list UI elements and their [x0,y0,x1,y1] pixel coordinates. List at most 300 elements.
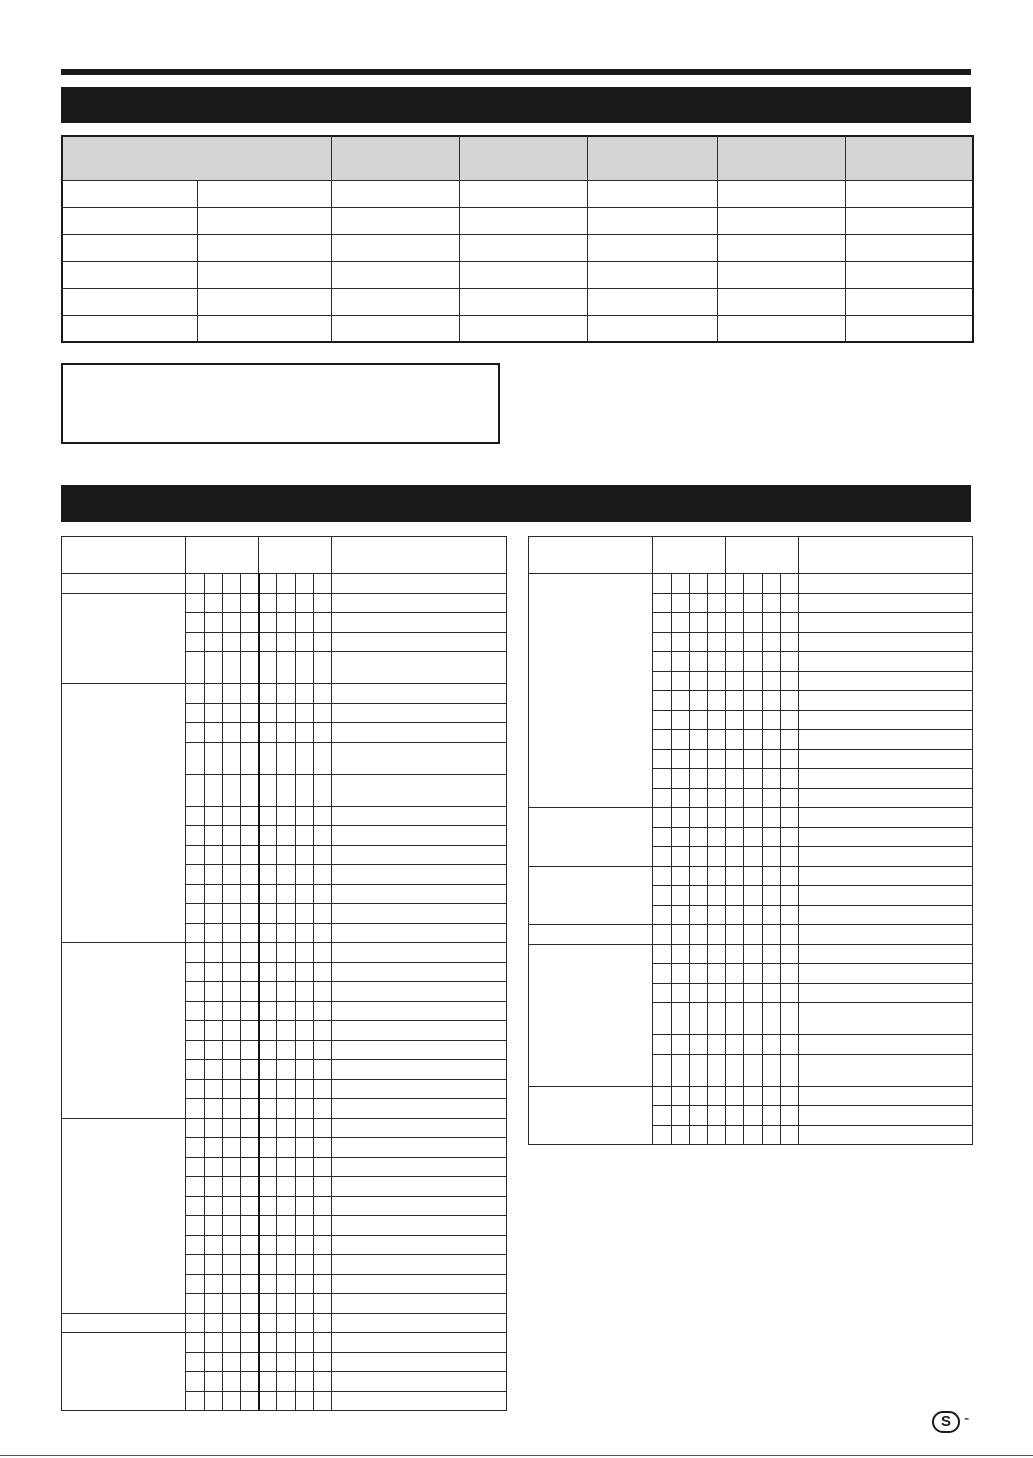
command-char-cell [780,652,798,672]
command-char-cell [653,808,671,828]
command-char-cell [277,1001,295,1021]
command-description-cell [332,982,507,1002]
command-char-cell [259,774,277,806]
command-char-cell [671,749,689,769]
command-char-cell [313,1391,331,1411]
command-char-cell [708,769,726,789]
command-description-cell [799,964,973,984]
command-char-cell [762,1086,780,1106]
command-char-cell [671,808,689,828]
command-char-cell [204,806,222,826]
command-char-cell [653,983,671,1003]
command-char-cell [222,1216,240,1236]
command-char-cell [186,904,204,924]
command-char-cell [313,1216,331,1236]
command-char-cell [222,982,240,1002]
command-char-cell [259,1274,277,1294]
command-char-cell [726,1054,744,1086]
command-char-cell [295,962,313,982]
command-char-cell [726,769,744,789]
command-description-cell [332,1040,507,1060]
command-row [62,574,507,594]
command-char-cell [653,574,671,594]
command-header-row [62,537,507,574]
command-char-cell [204,943,222,963]
command-char-cell [222,1099,240,1119]
section-header-bar-commands [61,485,971,522]
command-char-cell [186,826,204,846]
command-group-cell [62,943,186,1119]
command-char-cell [204,1001,222,1021]
command-char-cell [277,982,295,1002]
command-char-cell [277,742,295,774]
command-char-cell [222,1294,240,1314]
command-char-cell [277,593,295,613]
command-char-cell [689,808,707,828]
command-char-cell [295,1040,313,1060]
command-char-cell [726,808,744,828]
command-char-cell [204,703,222,723]
command-char-cell [689,730,707,750]
command-char-cell [726,964,744,984]
command-char-cell [186,845,204,865]
command-char-cell [259,962,277,982]
command-char-cell [744,866,762,886]
command-char-cell [186,1352,204,1372]
command-char-cell [762,866,780,886]
command-char-cell [259,742,277,774]
command-char-cell [186,1255,204,1275]
command-char-cell [726,1035,744,1055]
command-char-cell [762,847,780,867]
command-char-cell [277,884,295,904]
spec-header-cell [587,136,717,180]
command-char-cell [259,826,277,846]
command-char-cell [241,723,259,743]
command-char-cell [653,691,671,711]
command-char-cell [259,1235,277,1255]
command-char-cell [744,730,762,750]
command-char-cell [671,1106,689,1126]
command-char-cell [762,1003,780,1035]
command-char-cell [186,1001,204,1021]
command-description-cell [799,1003,973,1035]
command-char-cell [313,845,331,865]
command-char-cell [313,1138,331,1158]
command-char-cell [671,691,689,711]
command-char-cell [186,1138,204,1158]
command-char-cell [259,1333,277,1353]
command-group-cell [529,925,653,945]
command-char-cell [259,806,277,826]
command-char-cell [277,1138,295,1158]
command-char-cell [204,1333,222,1353]
command-char-cell [259,1138,277,1158]
command-char-cell [671,886,689,906]
command-row [62,1313,507,1333]
command-description-cell [332,1021,507,1041]
command-description-cell [332,703,507,723]
command-description-cell [332,1099,507,1119]
command-char-cell [295,1274,313,1294]
command-char-cell [277,703,295,723]
command-char-cell [277,1099,295,1119]
command-char-cell [259,1177,277,1197]
command-char-cell [726,827,744,847]
command-char-cell [222,1391,240,1411]
command-char-cell [259,982,277,1002]
command-char-cell [744,613,762,633]
command-char-cell [204,982,222,1002]
command-char-cell [744,1106,762,1126]
command-char-cell [295,982,313,1002]
command-char-cell [708,613,726,633]
command-char-cell [653,710,671,730]
command-char-cell [241,1391,259,1411]
command-char-cell [204,742,222,774]
command-char-cell [708,788,726,808]
command-char-cell [259,1216,277,1236]
command-char-cell [186,1313,204,1333]
command-group-cell [62,1313,186,1333]
command-char-cell [277,923,295,943]
command-char-cell [241,962,259,982]
command-description-cell [799,1035,973,1055]
command-char-cell [259,652,277,684]
command-char-cell [204,1040,222,1060]
command-char-cell [708,574,726,594]
command-char-cell [762,691,780,711]
spec-row [62,234,973,261]
command-char-cell [689,671,707,691]
command-char-cell [204,593,222,613]
command-description-cell [332,652,507,684]
command-char-cell [313,1021,331,1041]
command-description-cell [332,1079,507,1099]
command-char-cell [689,1106,707,1126]
command-char-cell [204,574,222,594]
command-char-cell [186,1157,204,1177]
command-char-cell [726,749,744,769]
command-char-cell [780,749,798,769]
command-char-cell [708,808,726,828]
command-description-cell [332,943,507,963]
command-description-cell [332,826,507,846]
command-char-cell [689,1125,707,1145]
command-char-cell [204,884,222,904]
command-char-cell [241,1196,259,1216]
command-char-cell [204,923,222,943]
command-char-cell [222,1372,240,1392]
command-char-cell [241,632,259,652]
command-char-cell [259,574,277,594]
command-char-cell [689,788,707,808]
command-char-cell [762,788,780,808]
command-char-cell [762,574,780,594]
command-char-cell [313,943,331,963]
command-char-cell [259,613,277,633]
command-char-cell [295,1001,313,1021]
command-char-cell [277,613,295,633]
command-description-cell [332,1372,507,1392]
command-description-cell [799,613,973,633]
command-char-cell [744,593,762,613]
command-char-cell [653,1106,671,1126]
command-char-cell [204,1235,222,1255]
command-char-cell [653,652,671,672]
command-char-cell [780,944,798,964]
command-char-cell [222,723,240,743]
command-char-cell [241,1001,259,1021]
command-description-cell [332,1001,507,1021]
command-char-cell [708,944,726,964]
command-description-cell [332,1138,507,1158]
command-char-cell [204,1372,222,1392]
command-group-cell [529,944,653,1086]
command-group-cell [62,684,186,943]
command-char-cell [671,1125,689,1145]
command-char-cell [708,866,726,886]
command-description-cell [799,1106,973,1126]
command-char-cell [186,1391,204,1411]
command-description-cell [799,847,973,867]
command-char-cell [744,1086,762,1106]
command-char-cell [313,574,331,594]
command-char-cell [186,774,204,806]
command-char-cell [259,723,277,743]
command-char-cell [762,1054,780,1086]
command-char-cell [744,652,762,672]
command-char-cell [295,1333,313,1353]
command-char-cell [241,806,259,826]
command-char-cell [708,1125,726,1145]
command-char-cell [241,684,259,704]
command-char-cell [313,652,331,684]
command-char-cell [744,788,762,808]
command-char-cell [671,944,689,964]
command-char-cell [295,1157,313,1177]
command-char-cell [726,944,744,964]
command-char-cell [277,1177,295,1197]
command-header-row [529,537,973,574]
command-char-cell [762,613,780,633]
command-description-cell [332,774,507,806]
command-char-cell [204,684,222,704]
command-char-cell [295,1060,313,1080]
command-description-cell [332,613,507,633]
command-char-cell [241,1040,259,1060]
command-char-cell [780,847,798,867]
command-char-cell [671,769,689,789]
command-header-cell [529,537,653,574]
command-char-cell [241,904,259,924]
command-group-cell [529,808,653,867]
command-char-cell [744,925,762,945]
command-char-cell [222,826,240,846]
command-description-cell [332,884,507,904]
command-char-cell [313,1274,331,1294]
command-char-cell [204,613,222,633]
command-char-cell [671,613,689,633]
command-char-cell [762,886,780,906]
command-char-cell [277,845,295,865]
command-char-cell [762,964,780,984]
command-char-cell [222,1040,240,1060]
command-char-cell [313,884,331,904]
command-char-cell [744,671,762,691]
command-char-cell [780,1106,798,1126]
command-char-cell [186,1372,204,1392]
command-char-cell [277,632,295,652]
command-table-right [528,536,973,1145]
command-char-cell [780,866,798,886]
spec-header-cell [717,136,845,180]
command-char-cell [762,593,780,613]
command-char-cell [222,1079,240,1099]
command-char-cell [708,749,726,769]
command-char-cell [186,962,204,982]
command-char-cell [295,1372,313,1392]
command-description-cell [799,632,973,652]
command-char-cell [653,749,671,769]
command-char-cell [259,884,277,904]
command-char-cell [277,962,295,982]
command-char-cell [222,652,240,684]
command-char-cell [689,769,707,789]
command-description-cell [332,1177,507,1197]
command-char-cell [689,964,707,984]
command-char-cell [726,905,744,925]
command-char-cell [241,826,259,846]
command-description-cell [332,1157,507,1177]
command-char-cell [762,808,780,828]
command-description-cell [332,845,507,865]
command-char-cell [689,574,707,594]
command-header-cell [186,537,259,574]
command-description-cell [332,1196,507,1216]
command-char-cell [186,1040,204,1060]
command-char-cell [259,1079,277,1099]
command-char-cell [295,774,313,806]
command-char-cell [277,1391,295,1411]
command-char-cell [726,652,744,672]
command-char-cell [222,1313,240,1333]
command-char-cell [295,904,313,924]
spec-row [62,207,973,234]
command-char-cell [204,1177,222,1197]
command-char-cell [689,632,707,652]
command-char-cell [204,1138,222,1158]
command-description-cell [799,574,973,594]
command-description-cell [799,710,973,730]
command-char-cell [653,1003,671,1035]
command-char-cell [762,652,780,672]
command-char-cell [204,1294,222,1314]
command-char-cell [689,827,707,847]
command-char-cell [671,652,689,672]
command-char-cell [671,1003,689,1035]
command-char-cell [186,982,204,1002]
command-char-cell [780,983,798,1003]
command-char-cell [689,710,707,730]
command-char-cell [277,774,295,806]
command-char-cell [313,826,331,846]
command-char-cell [726,1086,744,1106]
command-char-cell [313,632,331,652]
command-char-cell [222,884,240,904]
command-char-cell [186,923,204,943]
command-description-cell [332,593,507,613]
command-char-cell [241,1255,259,1275]
command-char-cell [689,983,707,1003]
command-char-cell [295,703,313,723]
command-char-cell [762,905,780,925]
command-char-cell [186,1274,204,1294]
command-char-cell [204,845,222,865]
command-char-cell [259,1040,277,1060]
command-char-cell [295,1391,313,1411]
command-char-cell [671,710,689,730]
command-char-cell [653,1125,671,1145]
command-char-cell [277,1118,295,1138]
command-char-cell [259,1372,277,1392]
spec-row [62,180,973,207]
command-char-cell [313,1294,331,1314]
command-description-cell [332,1313,507,1333]
command-char-cell [689,613,707,633]
command-char-cell [277,806,295,826]
command-char-cell [689,944,707,964]
command-description-cell [332,1235,507,1255]
spec-header-cell [845,136,973,180]
command-char-cell [671,964,689,984]
command-char-cell [241,1372,259,1392]
command-char-cell [204,1352,222,1372]
command-char-cell [241,593,259,613]
command-char-cell [744,944,762,964]
command-char-cell [295,826,313,846]
spec-header-cell [459,136,587,180]
command-char-cell [241,1313,259,1333]
command-group-cell [62,1333,186,1411]
command-char-cell [295,1138,313,1158]
command-char-cell [277,1372,295,1392]
command-char-cell [689,691,707,711]
command-char-cell [726,691,744,711]
command-description-cell [799,886,973,906]
command-description-cell [332,1391,507,1411]
command-description-cell [332,742,507,774]
command-char-cell [295,742,313,774]
command-char-cell [653,847,671,867]
command-description-cell [332,574,507,594]
command-char-cell [313,703,331,723]
command-char-cell [780,593,798,613]
command-char-cell [277,723,295,743]
command-char-cell [277,1274,295,1294]
command-char-cell [313,806,331,826]
command-char-cell [653,905,671,925]
command-char-cell [295,943,313,963]
command-char-cell [222,1177,240,1197]
command-char-cell [313,982,331,1002]
command-char-cell [653,593,671,613]
bottom-rule [0,1455,1033,1456]
command-description-cell [332,806,507,826]
command-char-cell [726,1106,744,1126]
command-char-cell [259,632,277,652]
command-char-cell [241,1079,259,1099]
